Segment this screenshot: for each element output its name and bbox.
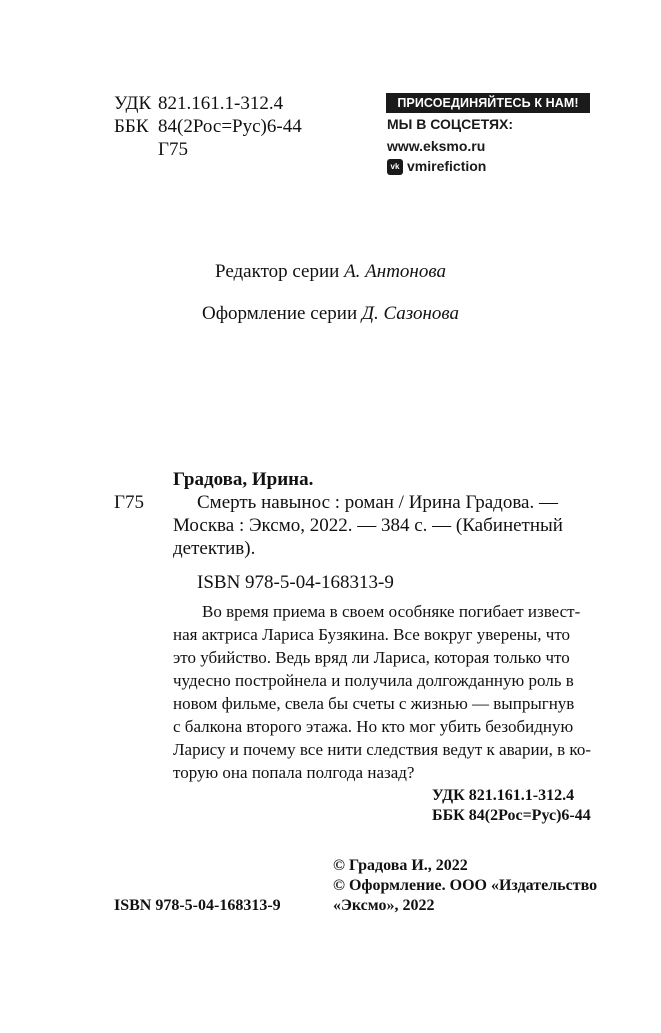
author-mark-top: Г75: [158, 139, 188, 160]
vk-handle: vmirefiction: [407, 158, 487, 174]
udk-code-top: [114, 92, 284, 115]
annotation-line: торую она попала полгода назад?: [173, 763, 415, 782]
design-prefix: Оформление серии: [202, 303, 358, 324]
annotation-line: ная актриса Лариса Бузякина. Все вокруг уверены, что: [173, 625, 571, 644]
social-subtitle: МЫ В СОЦСЕТЯХ:: [387, 116, 514, 132]
annotation-line: Ларису и почему все нити следствия ведут к аварии, в ко-: [173, 740, 591, 759]
catalog-entry-line-3: детектив).: [173, 538, 256, 559]
bbk-value: 84(2Рос=Рус)6-44: [158, 116, 302, 137]
udk-label: УДК: [114, 93, 152, 114]
series-editor: [0, 260, 661, 284]
udk-code-bottom: УДК 821.161.1-312.4: [432, 787, 575, 804]
bbk-label: ББК: [114, 116, 149, 137]
editor-name: А. Антонова: [344, 261, 446, 282]
catalog-author: Градова, Ирина.: [173, 469, 314, 490]
catalog-isbn: ISBN 978-5-04-168313-9: [197, 572, 394, 593]
bbk-code-top: [114, 115, 302, 138]
bbk-code-bottom: ББК 84(2Рос=Рус)6-44: [432, 807, 591, 824]
series-design: [0, 302, 661, 326]
copyright-author: © Градова И., 2022: [333, 857, 468, 874]
annotation-line: новом фильме, свела бы счеты с жизнью — выпрыгнув: [173, 694, 575, 713]
annotation-line: Во время приема в своем особняке погибает извест-: [202, 602, 581, 621]
annotation-line: с балкона второго этажа. Но кто мог убить безобидную: [173, 717, 574, 736]
catalog-code: Г75: [114, 492, 144, 513]
copyright-design: © Оформление. ООО «Издательство: [333, 877, 598, 894]
editor-prefix: Редактор серии: [215, 261, 340, 282]
annotation-line: это убийство. Ведь вряд ли Лариса, которая только что: [173, 648, 570, 667]
isbn-bottom: ISBN 978-5-04-168313-9: [114, 897, 281, 914]
design-name: Д. Сазонова: [361, 303, 459, 324]
catalog-entry-line-2: Москва : Эксмо, 2022. — 384 с. — (Кабинетный: [173, 515, 563, 536]
website-link[interactable]: www.eksmo.ru: [387, 138, 486, 154]
vk-icon: vk: [387, 159, 403, 175]
copyright-publisher: «Эксмо», 2022: [333, 897, 435, 914]
catalog-entry-line-1: Смерть навынос : роман / Ирина Градова. —: [197, 492, 558, 513]
udk-value: 821.161.1-312.4: [158, 93, 284, 114]
vk-link[interactable]: [387, 157, 486, 175]
annotation-line: чудесно постройнела и получила долгожданную роль в: [173, 671, 574, 690]
join-us-banner: ПРИСОЕДИНЯЙТЕСЬ К НАМ!: [386, 93, 590, 113]
